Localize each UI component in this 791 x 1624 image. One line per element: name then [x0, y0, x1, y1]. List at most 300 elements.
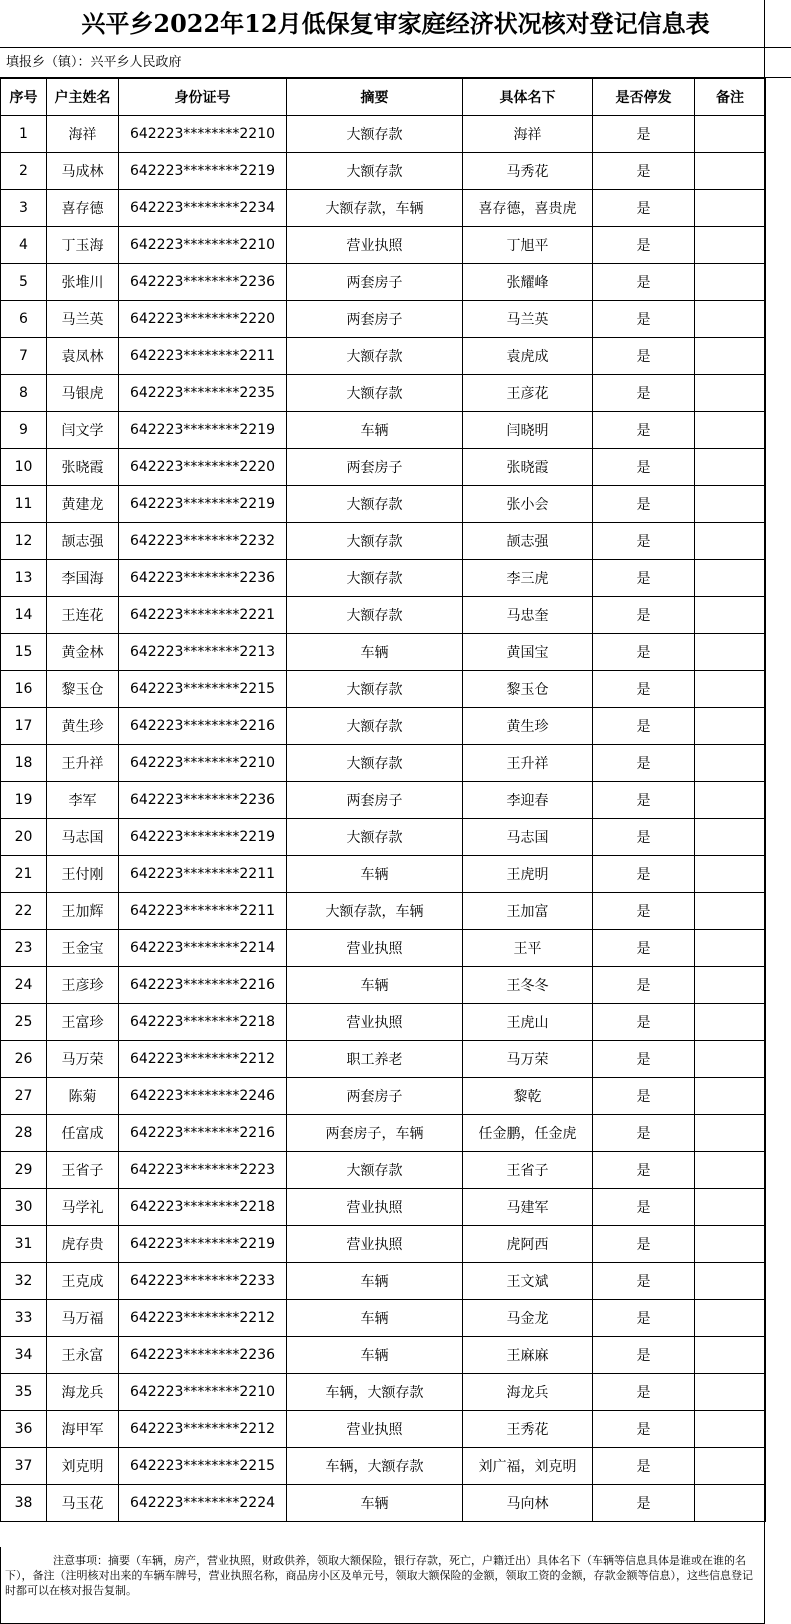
- cell-owner: 海龙兵: [463, 1374, 593, 1411]
- table-row: [1, 338, 766, 375]
- cell-seq: 10: [1, 449, 47, 486]
- cell-seq: 3: [1, 190, 47, 227]
- cell-remark: [695, 560, 766, 597]
- cell-owner: 马建军: [463, 1189, 593, 1226]
- cell-id: 642223********2212: [119, 1300, 287, 1337]
- table-row: [1, 1300, 766, 1337]
- cell-stop: 是: [593, 745, 695, 782]
- cell-stop: 是: [593, 708, 695, 745]
- cell-owner: 刘广福，刘克明: [463, 1448, 593, 1485]
- cell-stop: 是: [593, 486, 695, 523]
- table-row: [1, 782, 766, 819]
- table-row: [1, 1448, 766, 1485]
- cell-id: 642223********2211: [119, 338, 287, 375]
- cell-summary: 两套房子: [287, 449, 463, 486]
- table-row: [1, 893, 766, 930]
- cell-owner: 马志国: [463, 819, 593, 856]
- cell-name: 海龙兵: [47, 1374, 119, 1411]
- notes-section: 注意事项：摘要（车辆，房产，营业执照，财政供养，领取大额保险，银行存款，死亡，户籍迁出）具体名下（车辆等信息具体是谁或在谁的名下），备注（注明核对出来的车辆车牌号，营业执照名称，商品房小区及单元号，领取大额保险的金额，领取工资的金额，存款金额等信息），这些信息登记时都可以在核对报告复制。: [0, 1547, 765, 1624]
- cell-stop: 是: [593, 1374, 695, 1411]
- cell-owner: 李三虎: [463, 560, 593, 597]
- cell-seq: 18: [1, 745, 47, 782]
- cell-name: 王连花: [47, 597, 119, 634]
- cell-remark: [695, 449, 766, 486]
- cell-id: 642223********2215: [119, 671, 287, 708]
- cell-owner: 海祥: [463, 116, 593, 153]
- cell-name: 马志国: [47, 819, 119, 856]
- cell-remark: [695, 1189, 766, 1226]
- cell-stop: 是: [593, 523, 695, 560]
- cell-summary: 职工养老: [287, 1041, 463, 1078]
- header-id: 身份证号: [119, 79, 287, 116]
- table-row: [1, 227, 766, 264]
- table-row: [1, 1115, 766, 1152]
- cell-name: 黄建龙: [47, 486, 119, 523]
- cell-name: 张晓霞: [47, 449, 119, 486]
- header-row: [1, 79, 766, 116]
- table-row: [1, 523, 766, 560]
- cell-remark: [695, 1374, 766, 1411]
- cell-owner: 王省子: [463, 1152, 593, 1189]
- cell-seq: 7: [1, 338, 47, 375]
- cell-id: 642223********2223: [119, 1152, 287, 1189]
- table-row: [1, 116, 766, 153]
- cell-name: 袁凤林: [47, 338, 119, 375]
- cell-stop: 是: [593, 1004, 695, 1041]
- cell-remark: [695, 819, 766, 856]
- cell-seq: 1: [1, 116, 47, 153]
- cell-seq: 35: [1, 1374, 47, 1411]
- cell-remark: [695, 1300, 766, 1337]
- cell-remark: [695, 301, 766, 338]
- cell-id: 642223********2236: [119, 782, 287, 819]
- header-owner: 具体名下: [463, 79, 593, 116]
- cell-stop: 是: [593, 1263, 695, 1300]
- cell-id: 642223********2219: [119, 412, 287, 449]
- table-row: [1, 560, 766, 597]
- table-row: [1, 449, 766, 486]
- cell-remark: [695, 375, 766, 412]
- cell-owner: 任金鹏，任金虎: [463, 1115, 593, 1152]
- cell-name: 王省子: [47, 1152, 119, 1189]
- cell-remark: [695, 264, 766, 301]
- cell-remark: [695, 708, 766, 745]
- cell-stop: 是: [593, 190, 695, 227]
- cell-owner: 王虎山: [463, 1004, 593, 1041]
- cell-summary: 车辆: [287, 1300, 463, 1337]
- cell-id: 642223********2216: [119, 1115, 287, 1152]
- cell-remark: [695, 1263, 766, 1300]
- cell-summary: 大额存款: [287, 375, 463, 412]
- cell-seq: 13: [1, 560, 47, 597]
- cell-summary: 两套房子: [287, 264, 463, 301]
- cell-remark: [695, 1078, 766, 1115]
- cell-remark: [695, 634, 766, 671]
- header-summary: 摘要: [287, 79, 463, 116]
- cell-id: 642223********2219: [119, 819, 287, 856]
- cell-id: 642223********2216: [119, 967, 287, 1004]
- cell-name: 马成林: [47, 153, 119, 190]
- cell-name: 虎存贵: [47, 1226, 119, 1263]
- cell-stop: 是: [593, 560, 695, 597]
- cell-summary: 大额存款: [287, 116, 463, 153]
- cell-remark: [695, 1485, 766, 1522]
- cell-summary: 车辆: [287, 856, 463, 893]
- cell-seq: 15: [1, 634, 47, 671]
- cell-stop: 是: [593, 412, 695, 449]
- cell-stop: 是: [593, 1337, 695, 1374]
- cell-remark: [695, 190, 766, 227]
- cell-seq: 4: [1, 227, 47, 264]
- page-title: 兴平乡2022年12月低保复审家庭经济状况核对登记信息表: [0, 0, 791, 48]
- cell-seq: 24: [1, 967, 47, 1004]
- cell-stop: 是: [593, 1115, 695, 1152]
- cell-remark: [695, 597, 766, 634]
- cell-seq: 8: [1, 375, 47, 412]
- cell-stop: 是: [593, 1448, 695, 1485]
- cell-owner: 李迎春: [463, 782, 593, 819]
- cell-seq: 27: [1, 1078, 47, 1115]
- cell-stop: 是: [593, 1485, 695, 1522]
- cell-seq: 23: [1, 930, 47, 967]
- cell-summary: 车辆: [287, 1337, 463, 1374]
- cell-summary: 大额存款: [287, 560, 463, 597]
- cell-remark: [695, 116, 766, 153]
- cell-stop: 是: [593, 1226, 695, 1263]
- cell-id: 642223********2220: [119, 449, 287, 486]
- cell-remark: [695, 1004, 766, 1041]
- cell-name: 马兰英: [47, 301, 119, 338]
- cell-seq: 25: [1, 1004, 47, 1041]
- table-body: [1, 116, 766, 1522]
- table-row: [1, 1004, 766, 1041]
- cell-summary: 车辆: [287, 412, 463, 449]
- cell-name: 陈菊: [47, 1078, 119, 1115]
- cell-owner: 马金龙: [463, 1300, 593, 1337]
- cell-stop: 是: [593, 1078, 695, 1115]
- cell-id: 642223********2233: [119, 1263, 287, 1300]
- cell-name: 王金宝: [47, 930, 119, 967]
- cell-summary: 车辆，大额存款: [287, 1374, 463, 1411]
- cell-seq: 32: [1, 1263, 47, 1300]
- cell-stop: 是: [593, 893, 695, 930]
- cell-seq: 38: [1, 1485, 47, 1522]
- cell-name: 王克成: [47, 1263, 119, 1300]
- cell-name: 王加辉: [47, 893, 119, 930]
- cell-id: 642223********2210: [119, 1374, 287, 1411]
- cell-summary: 大额存款: [287, 708, 463, 745]
- cell-id: 642223********2214: [119, 930, 287, 967]
- cell-name: 王富珍: [47, 1004, 119, 1041]
- cell-seq: 20: [1, 819, 47, 856]
- cell-summary: 营业执照: [287, 1411, 463, 1448]
- cell-owner: 张小会: [463, 486, 593, 523]
- cell-name: 马万荣: [47, 1041, 119, 1078]
- cell-seq: 5: [1, 264, 47, 301]
- cell-stop: 是: [593, 116, 695, 153]
- cell-seq: 9: [1, 412, 47, 449]
- cell-owner: 马秀花: [463, 153, 593, 190]
- cell-remark: [695, 782, 766, 819]
- cell-summary: 两套房子: [287, 782, 463, 819]
- cell-seq: 21: [1, 856, 47, 893]
- cell-seq: 2: [1, 153, 47, 190]
- cell-summary: 两套房子，车辆: [287, 1115, 463, 1152]
- cell-owner: 王彦花: [463, 375, 593, 412]
- cell-id: 642223********2211: [119, 893, 287, 930]
- cell-name: 李军: [47, 782, 119, 819]
- cell-id: 642223********2236: [119, 1337, 287, 1374]
- cell-owner: 王升祥: [463, 745, 593, 782]
- cell-name: 海甲军: [47, 1411, 119, 1448]
- cell-id: 642223********2234: [119, 190, 287, 227]
- cell-name: 黎玉仓: [47, 671, 119, 708]
- cell-id: 642223********2219: [119, 1226, 287, 1263]
- cell-owner: 黎玉仓: [463, 671, 593, 708]
- table-row: [1, 1337, 766, 1374]
- cell-id: 642223********2219: [119, 153, 287, 190]
- cell-seq: 12: [1, 523, 47, 560]
- cell-name: 王付刚: [47, 856, 119, 893]
- table-row: [1, 412, 766, 449]
- cell-remark: [695, 967, 766, 1004]
- cell-id: 642223********2236: [119, 560, 287, 597]
- cell-remark: [695, 1152, 766, 1189]
- cell-seq: 30: [1, 1189, 47, 1226]
- table-row: [1, 634, 766, 671]
- cell-seq: 11: [1, 486, 47, 523]
- cell-remark: [695, 1041, 766, 1078]
- cell-summary: 营业执照: [287, 1004, 463, 1041]
- cell-remark: [695, 745, 766, 782]
- cell-remark: [695, 153, 766, 190]
- cell-name: 马万福: [47, 1300, 119, 1337]
- cell-summary: 车辆，大额存款: [287, 1448, 463, 1485]
- cell-summary: 车辆: [287, 1485, 463, 1522]
- cell-owner: 黄国宝: [463, 634, 593, 671]
- table-row: [1, 1078, 766, 1115]
- cell-summary: 两套房子: [287, 1078, 463, 1115]
- cell-remark: [695, 523, 766, 560]
- cell-owner: 袁虎成: [463, 338, 593, 375]
- cell-owner: 喜存德，喜贵虎: [463, 190, 593, 227]
- cell-remark: [695, 412, 766, 449]
- cell-remark: [695, 1226, 766, 1263]
- cell-stop: 是: [593, 930, 695, 967]
- cell-remark: [695, 1115, 766, 1152]
- right-border: [764, 0, 765, 1624]
- cell-stop: 是: [593, 301, 695, 338]
- cell-seq: 28: [1, 1115, 47, 1152]
- table-row: [1, 301, 766, 338]
- cell-name: 喜存德: [47, 190, 119, 227]
- cell-seq: 14: [1, 597, 47, 634]
- cell-seq: 6: [1, 301, 47, 338]
- cell-stop: 是: [593, 227, 695, 264]
- cell-seq: 26: [1, 1041, 47, 1078]
- cell-id: 642223********2232: [119, 523, 287, 560]
- cell-summary: 两套房子: [287, 301, 463, 338]
- cell-name: 张堆川: [47, 264, 119, 301]
- cell-owner: 张晓霞: [463, 449, 593, 486]
- table-row: [1, 375, 766, 412]
- cell-name: 颉志强: [47, 523, 119, 560]
- cell-stop: 是: [593, 819, 695, 856]
- cell-stop: 是: [593, 1411, 695, 1448]
- table-row: [1, 1152, 766, 1189]
- cell-seq: 29: [1, 1152, 47, 1189]
- cell-summary: 大额存款: [287, 597, 463, 634]
- cell-id: 642223********2219: [119, 486, 287, 523]
- cell-stop: 是: [593, 449, 695, 486]
- cell-name: 马学礼: [47, 1189, 119, 1226]
- table-row: [1, 597, 766, 634]
- table-row: [1, 1226, 766, 1263]
- cell-owner: 王文斌: [463, 1263, 593, 1300]
- cell-summary: 大额存款: [287, 523, 463, 560]
- table-row: [1, 1485, 766, 1522]
- table-row: [1, 671, 766, 708]
- cell-id: 642223********2221: [119, 597, 287, 634]
- cell-summary: 大额存款: [287, 819, 463, 856]
- cell-owner: 虎阿西: [463, 1226, 593, 1263]
- cell-summary: 营业执照: [287, 1226, 463, 1263]
- cell-remark: [695, 1337, 766, 1374]
- cell-id: 642223********2210: [119, 116, 287, 153]
- cell-summary: 大额存款: [287, 671, 463, 708]
- cell-stop: 是: [593, 1189, 695, 1226]
- cell-seq: 19: [1, 782, 47, 819]
- cell-stop: 是: [593, 1041, 695, 1078]
- cell-remark: [695, 486, 766, 523]
- cell-id: 642223********2218: [119, 1004, 287, 1041]
- cell-summary: 大额存款: [287, 745, 463, 782]
- cell-owner: 王平: [463, 930, 593, 967]
- table-row: [1, 190, 766, 227]
- cell-summary: 大额存款: [287, 1152, 463, 1189]
- cell-id: 642223********2224: [119, 1485, 287, 1522]
- cell-stop: 是: [593, 264, 695, 301]
- table-row: [1, 264, 766, 301]
- cell-summary: 大额存款: [287, 153, 463, 190]
- cell-name: 黄金林: [47, 634, 119, 671]
- cell-name: 马玉花: [47, 1485, 119, 1522]
- cell-stop: 是: [593, 856, 695, 893]
- cell-id: 642223********2235: [119, 375, 287, 412]
- cell-summary: 营业执照: [287, 930, 463, 967]
- cell-stop: 是: [593, 153, 695, 190]
- cell-name: 黄生珍: [47, 708, 119, 745]
- cell-owner: 王虎明: [463, 856, 593, 893]
- header-stop: 是否停发: [593, 79, 695, 116]
- cell-remark: [695, 338, 766, 375]
- cell-id: 642223********2220: [119, 301, 287, 338]
- table-row: [1, 486, 766, 523]
- cell-seq: 22: [1, 893, 47, 930]
- cell-name: 任富成: [47, 1115, 119, 1152]
- cell-name: 王永富: [47, 1337, 119, 1374]
- header-remark: 备注: [695, 79, 766, 116]
- table-row: [1, 153, 766, 190]
- cell-name: 刘克明: [47, 1448, 119, 1485]
- cell-summary: 车辆: [287, 1263, 463, 1300]
- cell-id: 642223********2218: [119, 1189, 287, 1226]
- table-row: [1, 1411, 766, 1448]
- cell-remark: [695, 227, 766, 264]
- cell-id: 642223********2236: [119, 264, 287, 301]
- cell-summary: 大额存款: [287, 338, 463, 375]
- cell-remark: [695, 930, 766, 967]
- table-row: [1, 745, 766, 782]
- cell-remark: [695, 893, 766, 930]
- cell-id: 642223********2212: [119, 1041, 287, 1078]
- cell-owner: 马忠奎: [463, 597, 593, 634]
- cell-remark: [695, 671, 766, 708]
- cell-remark: [695, 856, 766, 893]
- cell-stop: 是: [593, 634, 695, 671]
- cell-summary: 车辆: [287, 967, 463, 1004]
- cell-owner: 丁旭平: [463, 227, 593, 264]
- cell-seq: 16: [1, 671, 47, 708]
- cell-seq: 33: [1, 1300, 47, 1337]
- cell-stop: 是: [593, 1300, 695, 1337]
- cell-summary: 营业执照: [287, 227, 463, 264]
- cell-summary: 大额存款: [287, 486, 463, 523]
- cell-seq: 34: [1, 1337, 47, 1374]
- cell-summary: 大额存款，车辆: [287, 190, 463, 227]
- cell-id: 642223********2212: [119, 1411, 287, 1448]
- cell-name: 马银虎: [47, 375, 119, 412]
- cell-summary: 营业执照: [287, 1189, 463, 1226]
- cell-id: 642223********2246: [119, 1078, 287, 1115]
- cell-id: 642223********2210: [119, 227, 287, 264]
- cell-owner: 张耀峰: [463, 264, 593, 301]
- cell-owner: 马万荣: [463, 1041, 593, 1078]
- header-seq: 序号: [1, 79, 47, 116]
- cell-stop: 是: [593, 338, 695, 375]
- cell-owner: 黎乾: [463, 1078, 593, 1115]
- cell-name: 王升祥: [47, 745, 119, 782]
- cell-owner: 闫晓明: [463, 412, 593, 449]
- cell-owner: 颉志强: [463, 523, 593, 560]
- header-name: 户主姓名: [47, 79, 119, 116]
- table-row: [1, 856, 766, 893]
- cell-stop: 是: [593, 1152, 695, 1189]
- cell-summary: 车辆: [287, 634, 463, 671]
- table-row: [1, 819, 766, 856]
- cell-name: 李国海: [47, 560, 119, 597]
- cell-name: 丁玉海: [47, 227, 119, 264]
- cell-seq: 17: [1, 708, 47, 745]
- cell-summary: 大额存款，车辆: [287, 893, 463, 930]
- reporting-unit: 填报乡（镇）：兴平乡人民政府: [0, 48, 791, 78]
- cell-stop: 是: [593, 597, 695, 634]
- table-row: [1, 1263, 766, 1300]
- cell-name: 海祥: [47, 116, 119, 153]
- cell-owner: 王加富: [463, 893, 593, 930]
- table-row: [1, 930, 766, 967]
- table-row: [1, 1189, 766, 1226]
- table-row: [1, 1041, 766, 1078]
- cell-stop: 是: [593, 967, 695, 1004]
- cell-owner: 马兰英: [463, 301, 593, 338]
- registration-table: [0, 78, 766, 1522]
- cell-remark: [695, 1411, 766, 1448]
- cell-id: 642223********2210: [119, 745, 287, 782]
- table-row: [1, 1374, 766, 1411]
- cell-stop: 是: [593, 782, 695, 819]
- cell-id: 642223********2216: [119, 708, 287, 745]
